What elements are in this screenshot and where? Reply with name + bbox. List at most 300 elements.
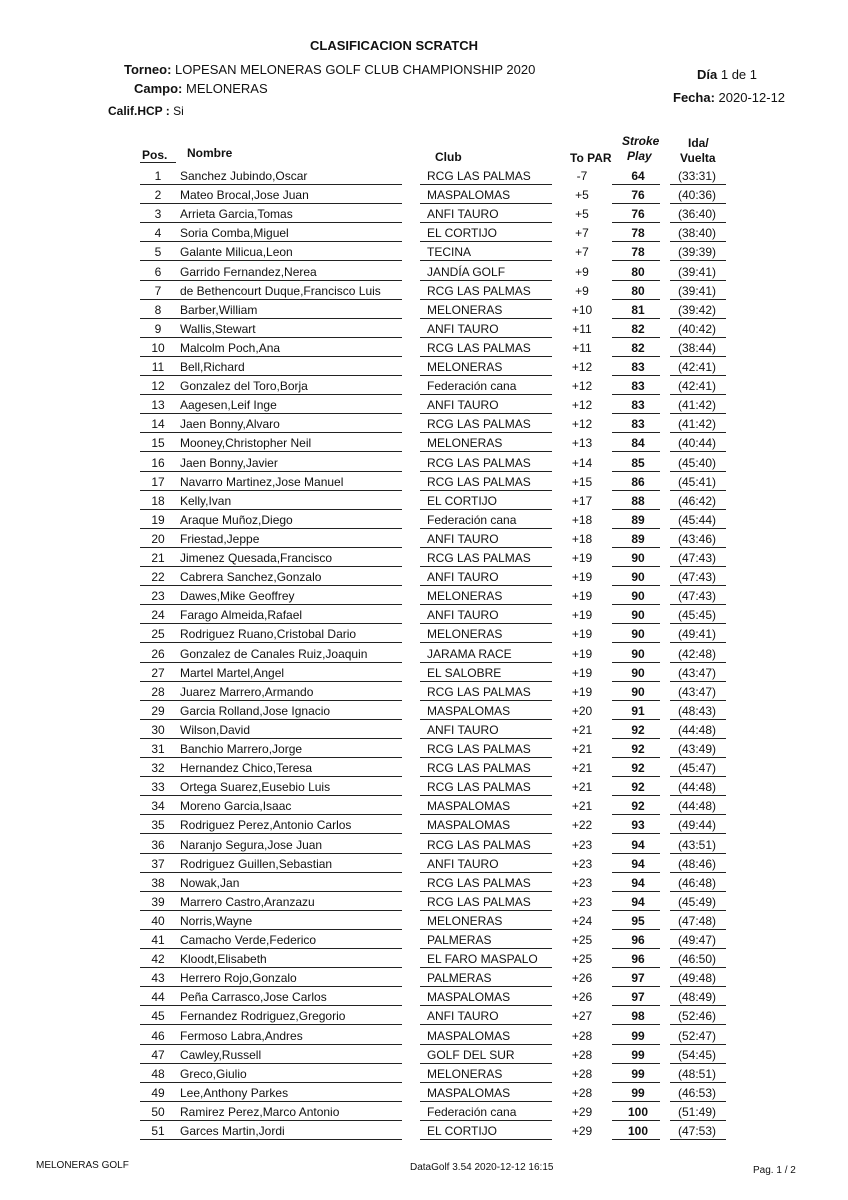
to-par-cell: +9 xyxy=(575,264,589,279)
table-row xyxy=(0,167,848,186)
row-underline xyxy=(140,241,180,242)
table-row xyxy=(0,778,848,797)
to-par-cell: +12 xyxy=(571,379,593,394)
row-underline xyxy=(140,681,180,682)
row-underline xyxy=(180,681,402,682)
stroke-cell: 76 xyxy=(631,207,645,222)
pos-cell: 23 xyxy=(151,589,165,604)
row-underline xyxy=(612,280,660,281)
name-cell: Gonzalez de Canales Ruiz,Joaquin xyxy=(180,646,368,661)
row-underline xyxy=(612,1063,660,1064)
row-underline xyxy=(612,1044,660,1045)
table-row xyxy=(0,511,848,530)
stroke-cell: 90 xyxy=(631,608,645,623)
stroke-cell: 80 xyxy=(631,264,645,279)
row-underline xyxy=(612,1082,660,1083)
club-cell: RCG LAS PALMAS xyxy=(427,474,531,489)
name-cell: Ramirez Perez,Marco Antonio xyxy=(180,1104,340,1119)
name-cell: Marrero Castro,Aranzazu xyxy=(180,894,315,909)
ida-vuelta-cell: (41:42) xyxy=(677,398,717,413)
name-cell: Nowak,Jan xyxy=(180,875,240,890)
club-cell: ANFI TAURO xyxy=(427,856,499,871)
table-row xyxy=(0,530,848,549)
ida-vuelta-cell: (39:42) xyxy=(677,302,717,317)
pos-cell: 34 xyxy=(151,799,165,814)
row-underline xyxy=(140,318,180,319)
stroke-cell: 83 xyxy=(631,360,645,374)
club-cell: MELONERAS xyxy=(427,302,503,317)
to-par-cell: +28 xyxy=(571,1047,593,1062)
stroke-cell: 82 xyxy=(631,321,645,336)
ida-vuelta-cell: (49:47) xyxy=(677,933,717,947)
pos-cell: 49 xyxy=(151,1085,165,1100)
table-row xyxy=(0,606,848,625)
row-underline xyxy=(612,203,660,204)
ida-vuelta-cell: (52:47) xyxy=(677,1028,717,1043)
ida-vuelta-cell: (49:41) xyxy=(677,627,717,642)
to-par-cell: +29 xyxy=(571,1124,593,1138)
col-header-club: Club xyxy=(435,150,462,164)
row-underline xyxy=(420,833,552,834)
stroke-cell: 90 xyxy=(631,589,645,604)
row-underline xyxy=(612,432,660,433)
row-underline xyxy=(420,547,552,548)
ida-vuelta-cell: (45:45) xyxy=(677,608,717,623)
row-underline xyxy=(420,585,552,586)
to-par-cell: +28 xyxy=(571,1085,593,1100)
name-cell: Wallis,Stewart xyxy=(180,321,256,336)
ida-vuelta-cell: (48:46) xyxy=(677,856,717,871)
ida-vuelta-cell: (48:51) xyxy=(677,1066,717,1081)
name-cell: Jimenez Quesada,Francisco xyxy=(180,551,333,565)
table-row xyxy=(0,1065,848,1084)
row-underline xyxy=(420,299,552,300)
club-cell: MASPALOMAS xyxy=(427,799,511,814)
club-cell: Federación cana xyxy=(427,379,517,394)
row-underline xyxy=(670,451,726,452)
row-underline xyxy=(420,566,552,567)
row-underline xyxy=(140,814,180,815)
ida-vuelta-cell: (46:50) xyxy=(677,952,717,967)
row-underline xyxy=(612,681,660,682)
row-underline xyxy=(180,509,402,510)
name-cell: Navarro Martinez,Jose Manuel xyxy=(180,474,344,489)
row-underline xyxy=(180,241,402,242)
row-underline xyxy=(670,1005,726,1006)
name-cell: Friestad,Jeppe xyxy=(180,531,260,546)
to-par-cell: +20 xyxy=(571,703,593,718)
row-underline xyxy=(420,872,552,873)
to-par-cell: +25 xyxy=(571,933,593,947)
row-underline xyxy=(180,184,402,185)
pos-cell: 21 xyxy=(151,551,165,565)
row-underline xyxy=(140,738,180,739)
to-par-cell: +21 xyxy=(571,742,593,756)
pos-cell: 14 xyxy=(151,417,165,432)
club-cell: ANFI TAURO xyxy=(427,608,499,623)
row-underline xyxy=(180,471,402,472)
table-row xyxy=(0,301,848,320)
to-par-cell: +19 xyxy=(571,570,593,585)
name-cell: de Bethencourt Duque,Francisco Luis xyxy=(180,283,381,298)
stroke-cell: 64 xyxy=(631,169,645,183)
row-underline xyxy=(180,413,402,414)
to-par-cell: +14 xyxy=(571,455,593,470)
row-underline xyxy=(612,356,660,357)
pos-cell: 39 xyxy=(151,894,165,909)
row-underline xyxy=(180,1024,402,1025)
row-underline xyxy=(612,604,660,605)
row-underline xyxy=(180,795,402,796)
stroke-cell: 93 xyxy=(631,818,645,833)
club-cell: RCG LAS PALMAS xyxy=(427,894,531,909)
row-underline xyxy=(670,1082,726,1083)
row-underline xyxy=(180,375,402,376)
row-underline xyxy=(180,356,402,357)
row-underline xyxy=(670,833,726,834)
to-par-cell: +28 xyxy=(571,1028,593,1043)
row-underline xyxy=(670,891,726,892)
pos-cell: 12 xyxy=(151,379,165,394)
pos-cell: 46 xyxy=(151,1028,165,1043)
calif-label: Calif.HCP : xyxy=(108,104,170,118)
row-underline xyxy=(140,184,180,185)
club-cell: MELONERAS xyxy=(427,913,503,928)
row-underline xyxy=(670,585,726,586)
row-underline xyxy=(420,471,552,472)
to-par-cell: +28 xyxy=(571,1066,593,1081)
row-underline xyxy=(612,184,660,185)
stroke-cell: 92 xyxy=(631,722,645,737)
to-par-cell: +10 xyxy=(571,302,593,317)
ida-vuelta-cell: (33:31) xyxy=(677,169,717,183)
row-underline xyxy=(420,948,552,949)
row-underline xyxy=(670,967,726,968)
stroke-cell: 100 xyxy=(627,1124,649,1138)
col-header-stroke: Stroke xyxy=(622,134,660,148)
row-underline xyxy=(670,222,726,223)
row-underline xyxy=(140,757,180,758)
row-underline xyxy=(140,948,180,949)
pos-cell: 24 xyxy=(151,608,165,623)
pos-cell: 31 xyxy=(151,742,165,756)
row-underline xyxy=(670,1044,726,1045)
club-cell: RCG LAS PALMAS xyxy=(427,340,531,355)
row-underline xyxy=(420,356,552,357)
row-underline xyxy=(180,299,402,300)
pos-cell: 44 xyxy=(151,990,165,1005)
table-row xyxy=(0,282,848,301)
dia-label: Día xyxy=(697,67,718,82)
dia-value: 1 de 1 xyxy=(720,67,758,82)
ida-vuelta-cell: (43:49) xyxy=(677,742,717,756)
pos-cell: 10 xyxy=(151,340,165,355)
row-underline xyxy=(180,280,402,281)
row-underline xyxy=(670,203,726,204)
row-underline xyxy=(670,318,726,319)
row-underline xyxy=(180,451,402,452)
club-cell: JANDÍA GOLF xyxy=(427,264,506,279)
ida-vuelta-cell: (47:43) xyxy=(677,570,717,585)
table-row xyxy=(0,988,848,1007)
row-underline xyxy=(140,642,180,643)
row-underline xyxy=(670,776,726,777)
name-cell: Wilson,David xyxy=(180,722,251,737)
pos-cell: 47 xyxy=(151,1047,165,1062)
row-underline xyxy=(140,872,180,873)
row-underline xyxy=(420,528,552,529)
to-par-cell: +25 xyxy=(571,952,593,967)
table-row xyxy=(0,893,848,912)
table-row xyxy=(0,243,848,262)
pos-cell: 27 xyxy=(151,665,165,680)
row-underline xyxy=(180,967,402,968)
row-underline xyxy=(180,910,402,911)
row-underline xyxy=(420,1082,552,1083)
row-underline xyxy=(612,1005,660,1006)
row-underline xyxy=(612,776,660,777)
row-underline xyxy=(420,623,552,624)
ida-vuelta-cell: (39:41) xyxy=(677,264,717,279)
row-underline xyxy=(670,280,726,281)
row-underline xyxy=(420,700,552,701)
ida-vuelta-cell: (41:42) xyxy=(677,417,717,432)
row-underline xyxy=(420,260,552,261)
row-underline xyxy=(420,1139,552,1140)
row-underline xyxy=(140,280,180,281)
stroke-cell: 89 xyxy=(631,531,645,546)
name-cell: Ortega Suarez,Eusebio Luis xyxy=(180,780,331,795)
stroke-cell: 92 xyxy=(631,780,645,795)
pos-cell: 13 xyxy=(151,398,165,413)
stroke-cell: 90 xyxy=(631,665,645,680)
row-underline xyxy=(612,967,660,968)
pos-cell: 25 xyxy=(151,627,165,642)
name-cell: Galante Milicua,Leon xyxy=(180,245,293,260)
club-cell: EL CORTIJO xyxy=(427,1124,498,1138)
club-cell: ANFI TAURO xyxy=(427,207,499,222)
row-underline xyxy=(140,547,180,548)
to-par-cell: +19 xyxy=(571,627,593,642)
to-par-cell: +19 xyxy=(571,684,593,699)
row-underline xyxy=(420,375,552,376)
row-underline xyxy=(180,642,402,643)
col-header-to-par: To PAR xyxy=(570,151,612,165)
ida-vuelta-cell: (43:47) xyxy=(677,684,717,699)
club-cell: ANFI TAURO xyxy=(427,1009,499,1024)
ida-vuelta-cell: (47:48) xyxy=(677,913,717,928)
table-row xyxy=(0,1103,848,1122)
row-underline xyxy=(140,375,180,376)
row-underline xyxy=(612,1120,660,1121)
stroke-cell: 100 xyxy=(627,1104,649,1119)
pos-cell: 5 xyxy=(154,245,162,260)
table-row xyxy=(0,969,848,988)
club-cell: EL CORTIJO xyxy=(427,226,498,241)
stroke-cell: 88 xyxy=(631,493,645,508)
name-cell: Rodriguez Ruano,Cristobal Dario xyxy=(180,627,357,642)
stroke-cell: 78 xyxy=(631,245,645,260)
pos-cell: 29 xyxy=(151,703,165,718)
row-underline xyxy=(420,222,552,223)
stroke-cell: 97 xyxy=(631,990,645,1005)
row-underline xyxy=(670,986,726,987)
row-underline xyxy=(612,394,660,395)
row-underline xyxy=(420,432,552,433)
row-underline xyxy=(420,757,552,758)
ida-vuelta-cell: (52:46) xyxy=(677,1009,717,1024)
row-underline xyxy=(670,795,726,796)
stroke-cell: 86 xyxy=(631,474,645,489)
row-underline xyxy=(670,299,726,300)
row-underline xyxy=(140,432,180,433)
to-par-cell: +11 xyxy=(572,321,592,336)
row-underline xyxy=(420,203,552,204)
col-header-vuelta: Vuelta xyxy=(680,151,716,165)
name-cell: Soria Comba,Miguel xyxy=(180,226,289,241)
pos-cell: 32 xyxy=(151,761,165,776)
footer-left: MELONERAS GOLF xyxy=(36,1160,129,1171)
pos-cell: 20 xyxy=(151,531,165,546)
pos-cell: 30 xyxy=(151,722,165,737)
row-underline xyxy=(420,509,552,510)
torneo-label: Torneo: xyxy=(124,62,172,77)
to-par-cell: +7 xyxy=(575,226,589,241)
row-underline xyxy=(670,471,726,472)
table-row xyxy=(0,434,848,453)
table-row xyxy=(0,396,848,415)
to-par-cell: +13 xyxy=(571,436,593,451)
row-underline xyxy=(420,891,552,892)
table-row xyxy=(0,683,848,702)
row-underline xyxy=(670,1120,726,1121)
table-row xyxy=(0,759,848,778)
row-underline xyxy=(180,604,402,605)
stroke-cell: 92 xyxy=(631,742,645,756)
row-underline xyxy=(612,757,660,758)
to-par-cell: +23 xyxy=(571,875,593,890)
table-row xyxy=(0,664,848,683)
pos-cell: 11 xyxy=(151,360,165,374)
to-par-cell: +12 xyxy=(571,398,593,413)
stroke-cell: 90 xyxy=(631,570,645,585)
to-par-cell: +11 xyxy=(572,340,592,355)
row-underline xyxy=(420,776,552,777)
name-cell: Rodriguez Perez,Antonio Carlos xyxy=(180,818,352,833)
ida-vuelta-cell: (40:44) xyxy=(677,436,717,451)
ida-vuelta-cell: (39:39) xyxy=(677,245,717,260)
pos-cell: 4 xyxy=(154,226,162,241)
row-underline xyxy=(420,910,552,911)
stroke-cell: 81 xyxy=(631,302,645,317)
row-underline xyxy=(670,432,726,433)
name-cell: Moreno Garcia,Isaac xyxy=(180,799,292,814)
club-cell: MELONERAS xyxy=(427,589,503,604)
club-cell: RCG LAS PALMAS xyxy=(427,875,531,890)
row-underline xyxy=(670,853,726,854)
row-underline xyxy=(612,222,660,223)
name-cell: Jaen Bonny,Alvaro xyxy=(180,417,280,432)
table-row xyxy=(0,721,848,740)
row-underline xyxy=(140,967,180,968)
pos-cell: 6 xyxy=(154,264,162,279)
ida-vuelta-cell: (43:51) xyxy=(677,837,717,852)
row-underline xyxy=(420,318,552,319)
club-cell: RCG LAS PALMAS xyxy=(427,283,531,298)
row-underline xyxy=(180,623,402,624)
table-row xyxy=(0,568,848,587)
row-underline xyxy=(670,681,726,682)
table-row xyxy=(0,797,848,816)
row-underline xyxy=(180,1120,402,1121)
row-underline xyxy=(180,490,402,491)
to-par-cell: +24 xyxy=(571,913,593,928)
name-cell: Camacho Verde,Federico xyxy=(180,933,317,947)
pos-cell: 42 xyxy=(151,952,165,967)
row-underline xyxy=(140,1044,180,1045)
row-underline xyxy=(670,260,726,261)
row-underline xyxy=(420,184,552,185)
row-underline xyxy=(180,337,402,338)
to-par-cell: -7 xyxy=(576,169,588,183)
row-underline xyxy=(670,1063,726,1064)
stroke-cell: 78 xyxy=(631,226,645,241)
ida-vuelta-cell: (49:44) xyxy=(677,818,717,833)
row-underline xyxy=(140,490,180,491)
to-par-cell: +21 xyxy=(571,761,593,776)
ida-vuelta-cell: (47:43) xyxy=(677,589,717,604)
ida-vuelta-cell: (54:45) xyxy=(677,1047,717,1062)
name-cell: Hernandez Chico,Teresa xyxy=(180,761,313,776)
row-underline xyxy=(140,471,180,472)
club-cell: MELONERAS xyxy=(427,360,503,374)
to-par-cell: +18 xyxy=(571,531,593,546)
name-cell: Martel Martel,Angel xyxy=(180,665,285,680)
row-underline xyxy=(612,413,660,414)
row-underline xyxy=(180,318,402,319)
pos-cell: 7 xyxy=(154,283,162,298)
row-underline xyxy=(670,872,726,873)
stroke-cell: 94 xyxy=(631,894,645,909)
name-cell: Garrido Fernandez,Nerea xyxy=(180,264,317,279)
name-cell: Garcia Rolland,Jose Ignacio xyxy=(180,703,331,718)
pos-cell: 38 xyxy=(151,875,165,890)
club-cell: ANFI TAURO xyxy=(427,531,499,546)
row-underline xyxy=(612,490,660,491)
row-underline xyxy=(140,891,180,892)
row-underline xyxy=(612,642,660,643)
name-cell: Aagesen,Leif Inge xyxy=(180,398,277,413)
name-cell: Juarez Marrero,Armando xyxy=(180,684,314,699)
row-underline xyxy=(140,222,180,223)
stroke-cell: 94 xyxy=(631,875,645,890)
table-row xyxy=(0,473,848,492)
row-underline xyxy=(670,184,726,185)
row-underline xyxy=(420,719,552,720)
row-underline xyxy=(612,719,660,720)
stroke-cell: 82 xyxy=(631,340,645,355)
row-underline xyxy=(140,986,180,987)
pos-cell: 40 xyxy=(151,913,165,928)
row-underline xyxy=(612,547,660,548)
ida-vuelta-cell: (48:43) xyxy=(677,703,717,718)
row-underline xyxy=(670,337,726,338)
ida-vuelta-cell: (44:48) xyxy=(677,780,717,795)
stroke-cell: 85 xyxy=(631,455,645,470)
stroke-cell: 95 xyxy=(631,913,645,928)
torneo-value: LOPESAN MELONERAS GOLF CLUB CHAMPIONSHIP 2020 xyxy=(175,62,536,77)
ida-vuelta-cell: (36:40) xyxy=(677,207,717,222)
